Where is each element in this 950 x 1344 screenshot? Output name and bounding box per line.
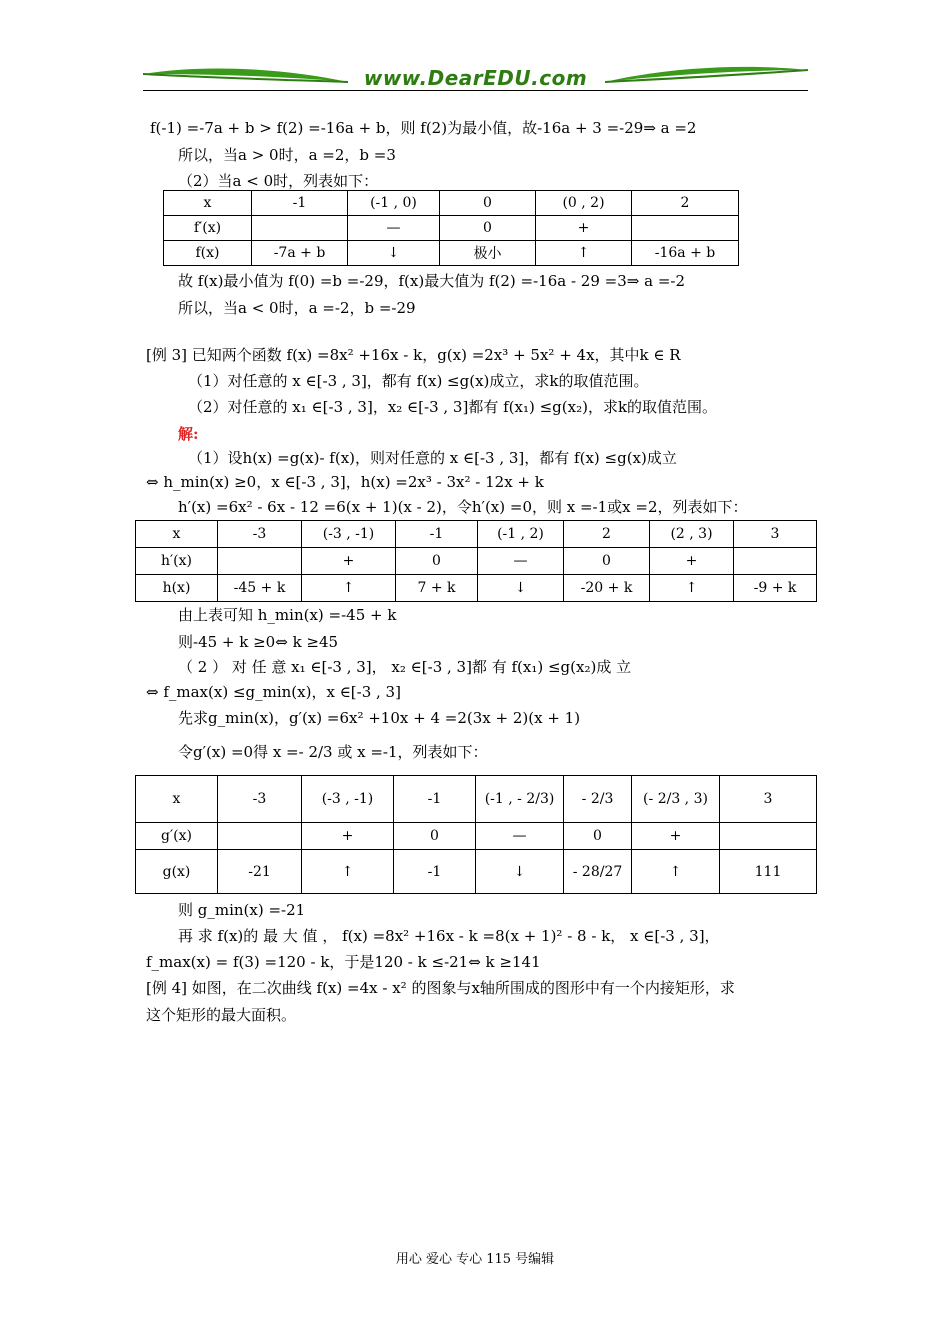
- text-line: h′(x) =6x² - 6x - 12 =6(x + 1)(x - 2)，令h′(x) =0，则 x =-1或x =2，列表如下：: [178, 498, 748, 516]
- table-cell: -9 + k: [734, 575, 817, 602]
- text-line: 由上表可知 h_min(x) =-45 + k: [178, 606, 397, 624]
- site-logo-text[interactable]: www.DearEDU.com: [363, 66, 588, 90]
- table-cell: ↑: [302, 850, 394, 894]
- text-line: 这个矩形的最大面积。: [146, 1006, 297, 1024]
- text-line: f_max(x) = f(3) =120 - k，于是120 - k ≤-21⇔ k ≥141: [146, 953, 541, 971]
- table-cell: 0: [394, 823, 476, 850]
- table-cell: ↑: [650, 575, 734, 602]
- table-row: [136, 548, 817, 575]
- text-line: 再 求 f(x)的 最 大 值 ， f(x) =8x² +16x - k =8(x + 1)² - 8 - k， x ∈[-3 , 3]，: [178, 927, 720, 945]
- text-line: ⇔ f_max(x) ≤g_min(x)，x ∈[-3 , 3]: [146, 683, 401, 701]
- table-cell: [632, 216, 739, 241]
- text-line: 则-45 + k ≥0⇔ k ≥45: [178, 633, 339, 651]
- text-line: ⇔ h_min(x) ≥0，x ∈[-3 , 3]，h(x) =2x³ - 3x² - 12x + k: [146, 473, 544, 491]
- table-g-extrema: [135, 775, 817, 894]
- example-3-heading: [例 3] 已知两个函数 f(x) =8x² +16x - k，g(x) =2x³ + 5x² + 4x，其中k ∈ R: [146, 346, 681, 364]
- table-cell: -45 + k: [218, 575, 302, 602]
- table-cell: 3: [734, 521, 817, 548]
- table-row: [136, 776, 817, 823]
- table-cell: +: [536, 216, 632, 241]
- table-cell: -16a + b: [632, 241, 739, 266]
- table-cell: ↓: [348, 241, 440, 266]
- table-cell: 111: [720, 850, 817, 894]
- table-cell: [218, 823, 302, 850]
- table-cell: -7a + b: [252, 241, 348, 266]
- table-cell: ↑: [536, 241, 632, 266]
- table-cell: -21: [218, 850, 302, 894]
- text-line: 令g′(x) =0得 x =- 2/3 或 x =-1，列表如下：: [178, 743, 488, 761]
- text-line: 故 f(x)最小值为 f(0) =b =-29，f(x)最大值为 f(2) =-16a - 29 =3⇒ a =-2: [178, 272, 685, 290]
- table-cell: 0: [440, 191, 536, 216]
- table-cell: -1: [396, 521, 478, 548]
- table-cell: -1: [394, 850, 476, 894]
- table-cell: -20 + k: [564, 575, 650, 602]
- table-cell: [720, 823, 817, 850]
- table-cell: f′(x): [164, 216, 252, 241]
- table-cell: (2 , 3): [650, 521, 734, 548]
- text-line: 所以，当a > 0时，a =2，b =3: [178, 146, 396, 164]
- page-footer: 用心 爱心 专心 115 号编辑: [395, 1252, 555, 1267]
- table-cell: -1: [394, 776, 476, 823]
- text-line: （ 2 ） 对 任 意 x₁ ∈[-3 , 3]， x₂ ∈[-3 , 3]都 有 f(x₁) ≤g(x₂)成 立: [178, 658, 632, 676]
- table-cell: x: [136, 521, 218, 548]
- table-cell: x: [164, 191, 252, 216]
- table-row: [136, 521, 817, 548]
- table-cell: [218, 548, 302, 575]
- table-cell: h′(x): [136, 548, 218, 575]
- table-cell: —: [348, 216, 440, 241]
- table-cell: —: [476, 823, 564, 850]
- table-cell: 0: [564, 823, 632, 850]
- table-cell: - 2/3: [564, 776, 632, 823]
- table-cell: -3: [218, 776, 302, 823]
- table-f-extrema: [163, 190, 739, 266]
- text-line: （2）对任意的 x₁ ∈[-3 , 3]，x₂ ∈[-3 , 3]都有 f(x₁) ≤g(x₂)，求k的取值范围。: [188, 398, 718, 416]
- text-line: （1）对任意的 x ∈[-3 , 3]，都有 f(x) ≤g(x)成立，求k的取值范围。: [188, 372, 649, 390]
- text-line: f(-1) =-7a + b > f(2) =-16a + b，则 f(2)为最小值，故-16a + 3 =-29⇒ a =2: [150, 119, 697, 137]
- table-row: [136, 850, 817, 894]
- text-line: （1）设h(x) =g(x)- f(x)，则对任意的 x ∈[-3 , 3]，都有 f(x) ≤g(x)成立: [188, 449, 677, 467]
- table-cell: - 28/27: [564, 850, 632, 894]
- table-cell: [734, 548, 817, 575]
- table-cell: h(x): [136, 575, 218, 602]
- table-row: [136, 575, 817, 602]
- table-cell: +: [632, 823, 720, 850]
- table-cell: 2: [564, 521, 650, 548]
- table-cell: -3: [218, 521, 302, 548]
- table-cell: (-1 , 2): [478, 521, 564, 548]
- table-cell: 3: [720, 776, 817, 823]
- table-cell: 0: [396, 548, 478, 575]
- table-cell: (-1 , - 2/3): [476, 776, 564, 823]
- table-cell: +: [302, 823, 394, 850]
- table-cell: ↑: [302, 575, 396, 602]
- text-line: （2）当a < 0时，列表如下：: [178, 172, 379, 190]
- table-row: [164, 191, 739, 216]
- table-cell: ↑: [632, 850, 720, 894]
- table-cell: g(x): [136, 850, 218, 894]
- table-cell: x: [136, 776, 218, 823]
- table-cell: [252, 216, 348, 241]
- solution-label: 解:: [178, 425, 199, 443]
- table-cell: 0: [440, 216, 536, 241]
- text-line: 先求g_min(x)，g′(x) =6x² +10x + 4 =2(3x + 2)(x + 1): [178, 709, 581, 727]
- table-cell: f(x): [164, 241, 252, 266]
- table-cell: 2: [632, 191, 739, 216]
- table-cell: -1: [252, 191, 348, 216]
- table-cell: (- 2/3 , 3): [632, 776, 720, 823]
- table-cell: (-1 , 0): [348, 191, 440, 216]
- table-cell: (0 , 2): [536, 191, 632, 216]
- table-cell: 0: [564, 548, 650, 575]
- table-cell: (-3 , -1): [302, 776, 394, 823]
- table-cell: +: [302, 548, 396, 575]
- table-h-extrema: [135, 520, 817, 602]
- table-cell: ↓: [476, 850, 564, 894]
- table-cell: +: [650, 548, 734, 575]
- table-cell: ↓: [478, 575, 564, 602]
- table-row: [136, 823, 817, 850]
- table-cell: 极小: [440, 241, 536, 266]
- text-line: 则 g_min(x) =-21: [178, 901, 306, 919]
- table-row: [164, 241, 739, 266]
- table-cell: g′(x): [136, 823, 218, 850]
- table-cell: (-3 , -1): [302, 521, 396, 548]
- table-cell: 7 + k: [396, 575, 478, 602]
- table-cell: —: [478, 548, 564, 575]
- site-header: [143, 60, 808, 94]
- header-rule: [143, 90, 808, 91]
- example-4-heading: [例 4] 如图，在二次曲线 f(x) =4x - x² 的图象与x轴所围成的图形中有一个内接矩形，求: [146, 979, 735, 997]
- text-line: 所以，当a < 0时，a =-2，b =-29: [178, 299, 416, 317]
- table-row: [164, 216, 739, 241]
